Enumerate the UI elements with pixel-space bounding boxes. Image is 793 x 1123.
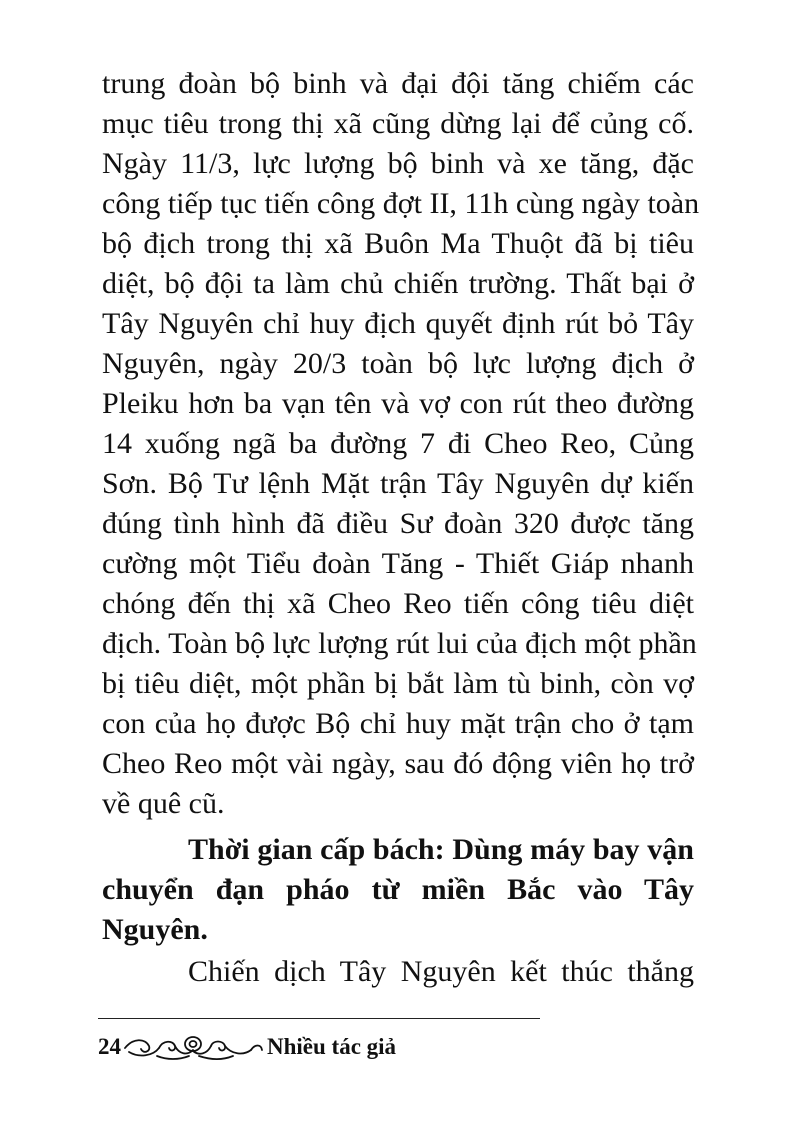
- body-line: Nguyên, ngày 20/3 toàn bộ lực lượng địch ở: [102, 347, 694, 380]
- body-line: chóng đến thị xã Cheo Reo tiến công tiêu diệt: [102, 587, 694, 620]
- body-line: mục tiêu trong thị xã cũng dừng lại để củng cố.: [102, 107, 694, 140]
- page-footer: [98, 1030, 396, 1064]
- body-line: cường một Tiểu đoàn Tăng - Thiết Giáp nhanh: [102, 547, 694, 580]
- body-line: công tiếp tục tiến công đợt II, 11h cùng ngày toàn: [102, 187, 700, 220]
- footer-rule: [98, 1018, 540, 1019]
- body-line: Tây Nguyên chỉ huy địch quyết định rút bỏ Tây: [102, 307, 694, 340]
- body-line: bộ địch trong thị xã Buôn Ma Thuột đã bị tiêu: [102, 227, 694, 260]
- body-line: Cheo Reo một vài ngày, sau đó động viên họ trở: [102, 747, 694, 780]
- author-name: Nhiều tác giả: [267, 1034, 397, 1059]
- body-line: bị tiêu diệt, một phần bị bắt làm tù binh, còn vợ: [102, 667, 694, 700]
- body-line: Chiến dịch Tây Nguyên kết thúc thắng: [188, 955, 694, 988]
- section-heading-line: Thời gian cấp bách: Dùng máy bay vận: [188, 833, 694, 866]
- section-heading-line: chuyển đạn pháo từ miền Bắc vào Tây: [102, 873, 694, 906]
- body-line: 14 xuống ngã ba đường 7 đi Cheo Reo, Củng: [102, 427, 694, 460]
- body-line: trung đoàn bộ binh và đại đội tăng chiếm các: [102, 67, 694, 100]
- body-line: Sơn. Bộ Tư lệnh Mặt trận Tây Nguyên dự kiến: [102, 467, 694, 500]
- body-line: diệt, bộ đội ta làm chủ chiến trường. Thất bại ở: [102, 267, 694, 300]
- body-line: địch. Toàn bộ lực lượng rút lui của địch một phần: [102, 627, 697, 660]
- body-line: đúng tình hình đã điều Sư đoàn 320 được tăng: [102, 507, 694, 540]
- page-number: 24: [98, 1034, 121, 1059]
- body-line: Pleiku hơn ba vạn tên và vợ con rút theo đường: [102, 387, 694, 420]
- section-heading-line: Nguyên.: [102, 913, 208, 946]
- body-line: về quê cũ.: [102, 787, 225, 820]
- body-line: Ngày 11/3, lực lượng bộ binh và xe tăng, đặc: [102, 147, 694, 180]
- body-line: con của họ được Bộ chỉ huy mặt trận cho ở tạm: [102, 707, 694, 740]
- scroll-ornament-icon: [123, 1032, 263, 1062]
